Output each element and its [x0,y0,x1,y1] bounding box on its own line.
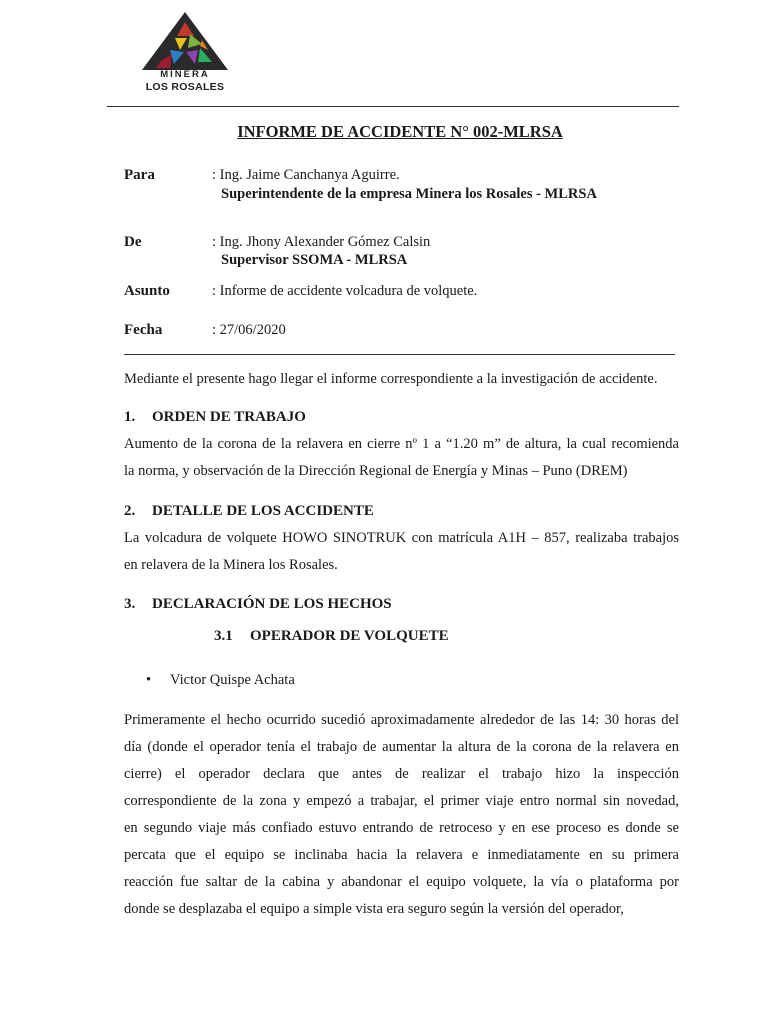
operator-name: Victor Quispe Achata [170,672,295,688]
declaration-line-8: donde se desplazaba el equipo a simple vista era seguro según la versión del operador, [124,901,624,917]
subsection-3-1-heading [214,628,449,645]
fecha-label: Fecha [124,322,163,338]
section-3-title: DECLARACIÓN DE LOS HECHOS [152,596,392,612]
para-role: Superintendente de la empresa Minera los Rosales - MLRSA [221,186,597,202]
declaration-line-2: día (donde el operador tenía el trabajo de aumentar la altura de la corona de la relavera en [124,739,679,755]
section-3-number: 3. [124,596,136,612]
fields-divider [124,354,675,355]
declaration-line-4: correspondiente de la zona y empezó a trabajar, el primer viaje entro normal sin novedad, [124,793,679,809]
logo-text-minera: MINERA [160,69,210,80]
de-label: De [124,234,142,250]
subsection-3-1-number: 3.1 [214,628,233,644]
section-2-line-1: La volcadura de volquete HOWO SINOTRUK con matrícula A1H – 857, realizaba trabajos [124,530,679,546]
section-2-title: DETALLE DE LOS ACCIDENTE [152,503,374,519]
de-value: : Ing. Jhony Alexander Gómez Calsin [212,234,431,250]
declaration-line-6: percata que el equipo se inclinaba hacia la relavera e inmediatamente en su primera [124,847,679,863]
subsection-3-1-title: OPERADOR DE VOLQUETE [250,628,449,644]
fecha-value: : 27/06/2020 [212,322,286,338]
declaration-line-5: en segundo viaje más confiado estuvo entrando de retroceso y en ese proceso es donde se [124,820,679,836]
section-2-number: 2. [124,503,136,519]
asunto-value: : Informe de accidente volcadura de volquete. [212,283,478,299]
para-label: Para [124,167,155,183]
intro-paragraph: Mediante el presente hago llegar el informe correspondiente a la investigación de accidente. [124,371,658,387]
logo-text-los-rosales: LOS ROSALES [145,81,225,93]
para-value: : Ing. Jaime Canchanya Aguirre. [212,167,400,183]
bullet-icon: • [146,672,152,688]
asunto-label: Asunto [124,283,170,299]
declaration-line-7: reacción fue saltar de la cabina y abandonar el equipo volquete, la vía o plataforma por [124,874,679,890]
declaration-line-3: cierre) el operador declara que antes de realizar el trabajo hizo la inspección [124,766,679,782]
section-1-line-1: Aumento de la corona de la relavera en cierre nº 1 a “1.20 m” de altura, la cual recomienda [124,436,679,452]
mountain-logo-icon [140,10,230,72]
section-3-heading [124,591,679,618]
operator-list-item [146,672,295,689]
section-1-title: ORDEN DE TRABAJO [152,409,306,425]
section-1-number: 1. [124,409,136,425]
section-1-heading [124,404,679,431]
declaration-line-1: Primeramente el hecho ocurrido sucedió aproximadamente alrededor de las 14: 30 horas del [124,712,679,728]
section-2-heading [124,498,679,525]
section-2-line-2: en relavera de la Minera los Rosales. [124,557,338,573]
document-title: INFORME DE ACCIDENTE N° 002-MLRSA [237,122,563,141]
de-role: Supervisor SSOMA - MLRSA [221,252,408,268]
section-1-line-2: la norma, y observación de la Dirección Regional de Energía y Minas – Puno (DREM) [124,463,628,479]
header-divider [107,106,679,107]
